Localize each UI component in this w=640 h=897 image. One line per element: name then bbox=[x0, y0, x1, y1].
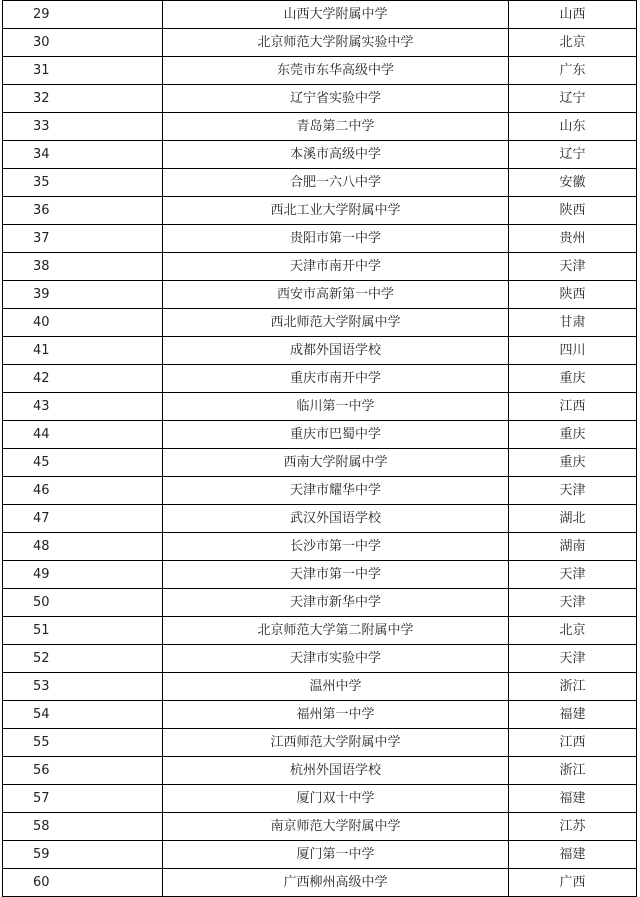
province-cell: 湖北 bbox=[509, 505, 637, 533]
school-name-cell: 武汉外国语学校 bbox=[163, 505, 509, 533]
rank-cell: 34 bbox=[3, 141, 163, 169]
table-row bbox=[3, 85, 637, 113]
rank-cell: 33 bbox=[3, 113, 163, 141]
province-cell: 广东 bbox=[509, 57, 637, 85]
table-row bbox=[3, 197, 637, 225]
rank-cell: 40 bbox=[3, 309, 163, 337]
rank-cell: 51 bbox=[3, 617, 163, 645]
province-cell: 重庆 bbox=[509, 449, 637, 477]
rank-cell: 48 bbox=[3, 533, 163, 561]
rank-cell: 37 bbox=[3, 225, 163, 253]
school-name-cell: 青岛第二中学 bbox=[163, 113, 509, 141]
province-cell: 江西 bbox=[509, 393, 637, 421]
province-cell: 江苏 bbox=[509, 813, 637, 841]
rank-cell: 57 bbox=[3, 785, 163, 813]
rank-cell: 38 bbox=[3, 253, 163, 281]
rank-cell: 53 bbox=[3, 673, 163, 701]
table-body bbox=[3, 1, 637, 897]
province-cell: 湖南 bbox=[509, 533, 637, 561]
table-row bbox=[3, 113, 637, 141]
province-cell: 四川 bbox=[509, 337, 637, 365]
school-name-cell: 本溪市高级中学 bbox=[163, 141, 509, 169]
table-row bbox=[3, 673, 637, 701]
province-cell: 江西 bbox=[509, 729, 637, 757]
table-row bbox=[3, 225, 637, 253]
rank-cell: 43 bbox=[3, 393, 163, 421]
school-name-cell: 合肥一六八中学 bbox=[163, 169, 509, 197]
school-name-cell: 辽宁省实验中学 bbox=[163, 85, 509, 113]
school-name-cell: 厦门双十中学 bbox=[163, 785, 509, 813]
table-row bbox=[3, 309, 637, 337]
school-name-cell: 贵阳市第一中学 bbox=[163, 225, 509, 253]
rank-cell: 45 bbox=[3, 449, 163, 477]
province-cell: 福建 bbox=[509, 841, 637, 869]
rank-cell: 46 bbox=[3, 477, 163, 505]
rank-cell: 54 bbox=[3, 701, 163, 729]
table-row bbox=[3, 365, 637, 393]
rank-cell: 52 bbox=[3, 645, 163, 673]
table-row bbox=[3, 589, 637, 617]
table-row bbox=[3, 505, 637, 533]
province-cell: 安徽 bbox=[509, 169, 637, 197]
province-cell: 天津 bbox=[509, 561, 637, 589]
table-row bbox=[3, 617, 637, 645]
school-name-cell: 南京师范大学附属中学 bbox=[163, 813, 509, 841]
rank-cell: 49 bbox=[3, 561, 163, 589]
rank-cell: 47 bbox=[3, 505, 163, 533]
rank-cell: 50 bbox=[3, 589, 163, 617]
school-name-cell: 山西大学附属中学 bbox=[163, 1, 509, 29]
school-name-cell: 北京师范大学附属实验中学 bbox=[163, 29, 509, 57]
province-cell: 甘肃 bbox=[509, 309, 637, 337]
province-cell: 天津 bbox=[509, 253, 637, 281]
school-name-cell: 温州中学 bbox=[163, 673, 509, 701]
table-row bbox=[3, 393, 637, 421]
school-name-cell: 重庆市巴蜀中学 bbox=[163, 421, 509, 449]
table-row bbox=[3, 841, 637, 869]
school-name-cell: 成都外国语学校 bbox=[163, 337, 509, 365]
rank-cell: 41 bbox=[3, 337, 163, 365]
school-name-cell: 西北工业大学附属中学 bbox=[163, 197, 509, 225]
school-ranking-table bbox=[2, 0, 637, 897]
table-row bbox=[3, 449, 637, 477]
school-name-cell: 天津市南开中学 bbox=[163, 253, 509, 281]
school-name-cell: 重庆市南开中学 bbox=[163, 365, 509, 393]
province-cell: 广西 bbox=[509, 869, 637, 897]
province-cell: 天津 bbox=[509, 645, 637, 673]
table-row bbox=[3, 701, 637, 729]
province-cell: 山西 bbox=[509, 1, 637, 29]
table-row bbox=[3, 813, 637, 841]
table-row bbox=[3, 337, 637, 365]
table-row bbox=[3, 533, 637, 561]
rank-cell: 35 bbox=[3, 169, 163, 197]
school-name-cell: 天津市第一中学 bbox=[163, 561, 509, 589]
school-name-cell: 西安市高新第一中学 bbox=[163, 281, 509, 309]
rank-cell: 60 bbox=[3, 869, 163, 897]
school-name-cell: 西北师范大学附属中学 bbox=[163, 309, 509, 337]
province-cell: 辽宁 bbox=[509, 85, 637, 113]
table-row bbox=[3, 785, 637, 813]
province-cell: 山东 bbox=[509, 113, 637, 141]
school-name-cell: 江西师范大学附属中学 bbox=[163, 729, 509, 757]
rank-cell: 30 bbox=[3, 29, 163, 57]
province-cell: 陕西 bbox=[509, 281, 637, 309]
school-name-cell: 杭州外国语学校 bbox=[163, 757, 509, 785]
province-cell: 天津 bbox=[509, 589, 637, 617]
province-cell: 浙江 bbox=[509, 757, 637, 785]
school-name-cell: 福州第一中学 bbox=[163, 701, 509, 729]
school-name-cell: 西南大学附属中学 bbox=[163, 449, 509, 477]
rank-cell: 42 bbox=[3, 365, 163, 393]
province-cell: 福建 bbox=[509, 785, 637, 813]
province-cell: 重庆 bbox=[509, 421, 637, 449]
rank-cell: 32 bbox=[3, 85, 163, 113]
table-row bbox=[3, 869, 637, 897]
school-name-cell: 临川第一中学 bbox=[163, 393, 509, 421]
table-row bbox=[3, 645, 637, 673]
province-cell: 福建 bbox=[509, 701, 637, 729]
table-row bbox=[3, 57, 637, 85]
table-row bbox=[3, 281, 637, 309]
rank-cell: 31 bbox=[3, 57, 163, 85]
rank-cell: 55 bbox=[3, 729, 163, 757]
school-name-cell: 天津市新华中学 bbox=[163, 589, 509, 617]
province-cell: 辽宁 bbox=[509, 141, 637, 169]
rank-cell: 59 bbox=[3, 841, 163, 869]
rank-cell: 56 bbox=[3, 757, 163, 785]
table-row bbox=[3, 421, 637, 449]
table-row bbox=[3, 253, 637, 281]
school-name-cell: 天津市实验中学 bbox=[163, 645, 509, 673]
rank-cell: 58 bbox=[3, 813, 163, 841]
rank-cell: 44 bbox=[3, 421, 163, 449]
school-name-cell: 北京师范大学第二附属中学 bbox=[163, 617, 509, 645]
table-row bbox=[3, 561, 637, 589]
province-cell: 北京 bbox=[509, 29, 637, 57]
table-row bbox=[3, 29, 637, 57]
province-cell: 北京 bbox=[509, 617, 637, 645]
table-row bbox=[3, 757, 637, 785]
province-cell: 重庆 bbox=[509, 365, 637, 393]
province-cell: 贵州 bbox=[509, 225, 637, 253]
province-cell: 天津 bbox=[509, 477, 637, 505]
school-name-cell: 广西柳州高级中学 bbox=[163, 869, 509, 897]
table-row bbox=[3, 729, 637, 757]
province-cell: 陕西 bbox=[509, 197, 637, 225]
school-name-cell: 厦门第一中学 bbox=[163, 841, 509, 869]
rank-cell: 29 bbox=[3, 1, 163, 29]
rank-cell: 39 bbox=[3, 281, 163, 309]
table-row bbox=[3, 169, 637, 197]
rank-cell: 36 bbox=[3, 197, 163, 225]
table-row bbox=[3, 477, 637, 505]
school-name-cell: 长沙市第一中学 bbox=[163, 533, 509, 561]
table-row bbox=[3, 141, 637, 169]
school-name-cell: 东莞市东华高级中学 bbox=[163, 57, 509, 85]
table-row bbox=[3, 1, 637, 29]
province-cell: 浙江 bbox=[509, 673, 637, 701]
school-name-cell: 天津市耀华中学 bbox=[163, 477, 509, 505]
